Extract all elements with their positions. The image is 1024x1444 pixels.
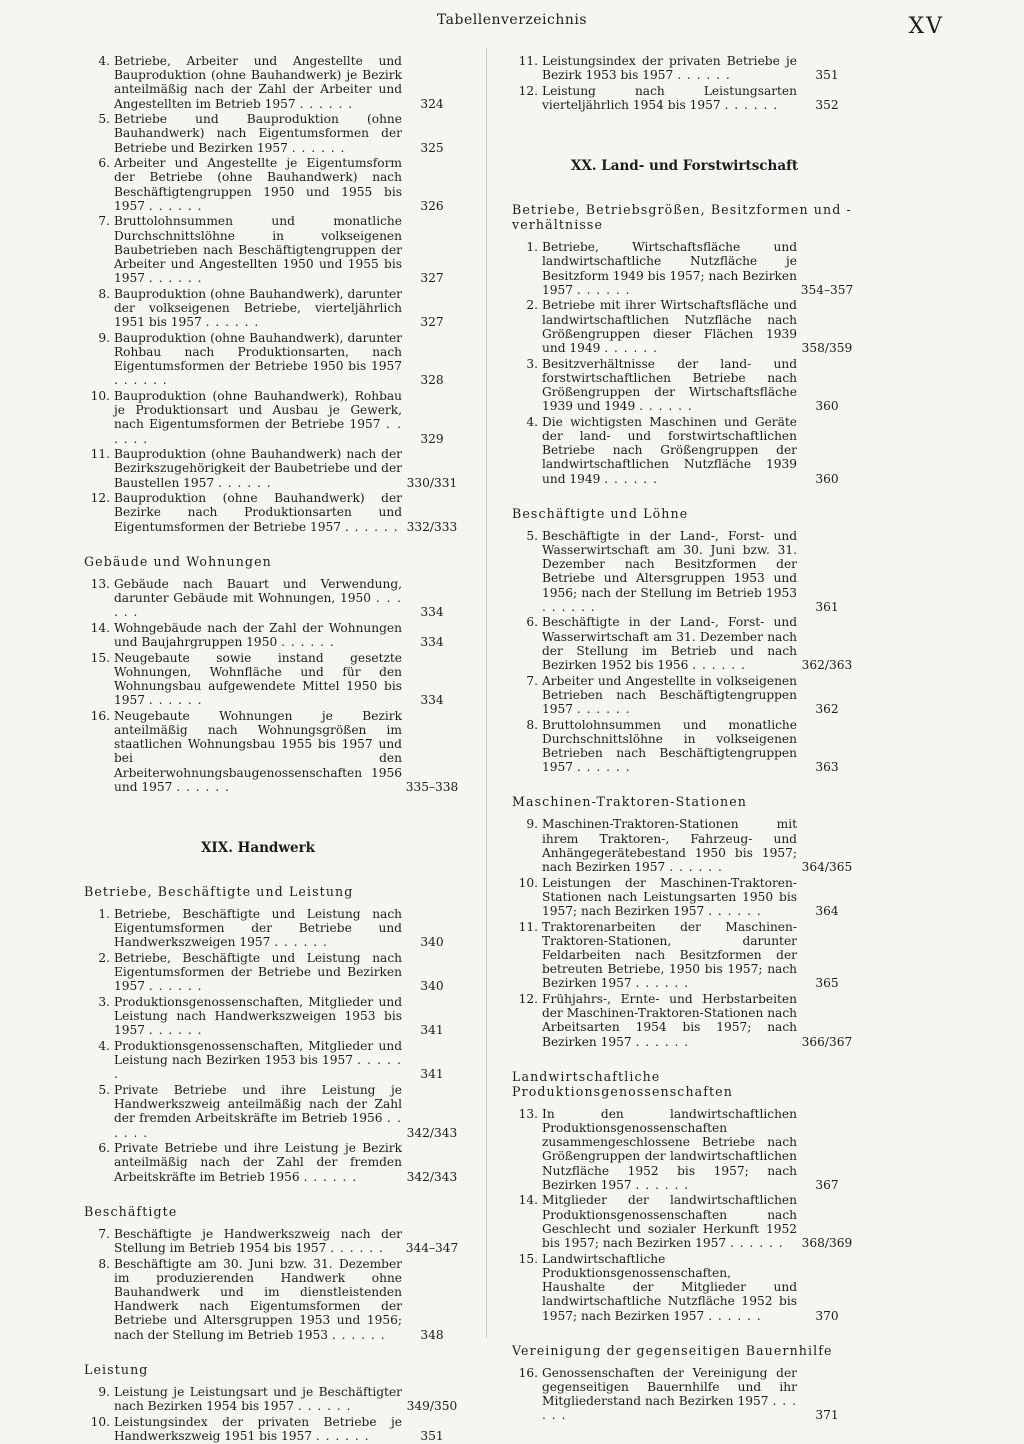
toc-entry[interactable] [512, 54, 857, 82]
entry-title: Landwirtschaftliche Produktionsgenossenschaften, Haushalte der Mitglieder und landwirtschaftliche Nutzfläche 1952 bis 1957; nach Bezirken 1957 . . . . . . [542, 1251, 797, 1323]
toc-entry[interactable] [512, 1107, 857, 1192]
toc-entry[interactable] [84, 995, 462, 1038]
entry-page: 352 [815, 98, 839, 112]
entry-title: Betriebe, Arbeiter und Angestellte und Bauproduktion (ohne Bauhandwerk) je Bezirk anteilmäßig nach der Zahl der Arbeiter und Angestellten im Betrieb 1957 . . . . . . [114, 54, 402, 111]
toc-entry[interactable] [84, 214, 462, 285]
entry-number: 9. [98, 330, 110, 345]
toc-entry[interactable] [512, 718, 857, 775]
entry-number: 13. [90, 576, 110, 591]
toc-entry[interactable] [512, 615, 857, 672]
toc-entry[interactable] [84, 1257, 462, 1342]
entry-number: 12. [90, 491, 110, 506]
entry-page: 365 [815, 976, 839, 991]
entry-title: Betriebe, Beschäftigte und Leistung nach Eigentumsformen der Betriebe und Handwerkszweigen 1957 . . . . . . [114, 907, 402, 950]
entry-page: 360 [815, 399, 839, 414]
leader-dots: . . . . . . [576, 702, 631, 717]
toc-entry-list [512, 240, 857, 486]
entry-number: 8. [98, 1256, 110, 1271]
leader-dots: . . . . . . [635, 976, 690, 991]
entry-number: 2. [98, 951, 110, 966]
entry-page: 326 [420, 198, 444, 213]
toc-entry-list [512, 529, 857, 775]
entry-number: 6. [526, 615, 538, 630]
entry-number: 11. [518, 54, 538, 68]
toc-entry[interactable] [512, 1252, 857, 1323]
entry-title: Bauproduktion (ohne Bauhandwerk), Rohbau je Produktionsart und Ausbau je Gewerk, nach Eigentumsformen der Betriebe 1957 . . . . . . [114, 389, 402, 446]
entry-page: 341 [420, 1023, 444, 1038]
entry-page: 358/359 [801, 341, 853, 356]
leader-dots: . . . . . . [315, 1428, 370, 1443]
entry-page: 342/343 [406, 1169, 458, 1184]
leader-dots: . . . . . . [281, 635, 335, 650]
toc-entry[interactable] [84, 156, 462, 213]
entry-page: 332/333 [406, 519, 458, 534]
entry-page: 364 [815, 904, 839, 919]
entry-title: Produktionsgenossenschaften, Mitglieder und Leistung nach Bezirken 1953 bis 1957 . . . . . . [114, 1039, 403, 1082]
toc-entry[interactable] [84, 1385, 462, 1413]
entry-page: 348 [420, 1327, 444, 1342]
toc-entry-list [84, 1385, 462, 1443]
entry-number: 3. [98, 995, 110, 1010]
subsection-heading: Betriebe, Betriebsgrößen, Besitzformen und -verhältnisse [512, 202, 852, 233]
entry-page: 344–347 [405, 1241, 459, 1256]
entry-page: 327 [420, 271, 444, 286]
entry-title: Produktionsgenossenschaften, Mitglieder und Leistung nach Handwerkszweigen 1953 bis 1957 . . . . . . [114, 995, 402, 1038]
leader-dots: . . . . . . [730, 1236, 784, 1251]
subsection-heading: Landwirtschaftliche Produktionsgenossenschaften [512, 1068, 733, 1099]
toc-entry-list [512, 1366, 857, 1423]
entry-number: 16. [90, 708, 110, 723]
subsection-heading: Beschäftigte und Löhne [512, 505, 689, 521]
subsection-heading: Beschäftigte [84, 1203, 178, 1219]
entry-number: 14. [518, 1193, 538, 1208]
entry-page: 334 [420, 635, 444, 650]
toc-entry[interactable] [512, 920, 857, 991]
entry-page: 371 [815, 1408, 839, 1423]
running-head: Tabellenverzeichnis [436, 12, 588, 28]
toc-entry[interactable] [512, 674, 857, 717]
entry-page: 330/331 [406, 475, 458, 490]
entry-title: Leistungen der Maschinen-Traktoren-Stationen nach Leistungsarten 1950 bis 1957; nach Bezirken 1957 . . . . . . [542, 875, 797, 919]
entry-page: 368/369 [801, 1236, 853, 1251]
leader-dots: . . . . . . [218, 475, 272, 490]
entry-page: 364/365 [801, 860, 853, 875]
entry-number: 11. [518, 919, 538, 934]
leader-dots: . . . . . . [148, 271, 203, 286]
entry-title: Bruttolohnsummen und monatliche Durchschnittslöhne in volkseigenen Betrieben nach Beschäftigtengruppen 1957 . . . . . . [542, 717, 797, 775]
toc-entry-list [512, 54, 857, 112]
toc-entry[interactable] [84, 1083, 462, 1140]
leader-dots: . . . . . . [274, 935, 328, 950]
toc-entry[interactable] [84, 651, 462, 708]
toc-entry[interactable] [84, 709, 462, 794]
toc-entry-list [84, 1227, 462, 1342]
leader-dots: . . . . . . [708, 1308, 762, 1323]
toc-entry[interactable] [84, 1227, 462, 1255]
entry-page: 334 [420, 693, 444, 708]
leader-dots: . . . . . . [677, 68, 731, 83]
subsection-heading: Betriebe, Beschäftigte und Leistung [84, 884, 354, 900]
entry-number: 5. [98, 112, 110, 127]
subsection-heading: Leistung [84, 1361, 149, 1377]
entry-title: Private Betriebe und ihre Leistung je Handwerkszweig anteilmäßig nach der Zahl der fremden Arbeitskräfte im Betrieb 1956 . . . . . . [114, 1083, 402, 1140]
entry-number: 15. [90, 650, 110, 665]
leader-dots: . . . . . . [576, 282, 631, 297]
toc-entry-list [512, 817, 857, 1048]
entry-number: 10. [518, 875, 538, 890]
toc-entry[interactable] [512, 992, 857, 1049]
entry-number: 12. [518, 83, 538, 98]
entry-page: 328 [420, 373, 444, 388]
leader-dots: . . . . . . [114, 1053, 403, 1082]
leader-dots: . . . . . . [148, 979, 203, 994]
entry-title: Beschäftigte je Handwerkszweig nach der Stellung im Betrieb 1954 bis 1957 . . . . . . [114, 1226, 402, 1256]
entry-page: 351 [815, 68, 839, 83]
entry-number: 9. [526, 817, 538, 832]
entry-number: 4. [526, 414, 538, 429]
toc-entry[interactable] [512, 876, 857, 919]
entry-title: Betriebe mit ihrer Wirtschaftsfläche und landwirtschaftlichen Nutzfläche nach Größengruppen dieser Flächen 1939 und 1949 . . . . . . [542, 298, 797, 356]
toc-entry[interactable] [512, 817, 857, 874]
entry-title: Gebäude nach Bauart und Verwendung, darunter Gebäude mit Wohnungen, 1950 . . . . . . [114, 576, 402, 620]
entry-number: 15. [518, 1251, 538, 1266]
toc-entry[interactable] [84, 1415, 462, 1443]
entry-title: In den landwirtschaftlichen Produktionsgenossenschaften zusammengeschlossene Betriebe nach Größengruppen der landwirtschaftlichen Nutzfläche 1952 bis 1957; nach Bezirken 1957 . . . . . . [542, 1106, 797, 1192]
entry-title: Bauproduktion (ohne Bauhandwerk) nach der Bezirkszugehörigkeit der Baubetriebe und der Baustellen 1957 . . . . . . [114, 447, 402, 490]
entry-page: 335–338 [405, 779, 459, 794]
toc-entry[interactable] [512, 1193, 857, 1250]
entry-title: Mitglieder der landwirtschaftlichen Produktionsgenossenschaften nach Geschlecht und sozialer Herkunft 1952 bis 1957; nach Bezirken 1957 . . . . . . [542, 1193, 797, 1251]
section-heading: XIX. Handwerk [200, 840, 316, 857]
toc-entry[interactable] [84, 577, 462, 620]
leader-dots: . . . . . . [724, 98, 779, 112]
entry-page: 325 [420, 140, 444, 155]
toc-entry[interactable] [512, 529, 857, 614]
entry-number: 7. [98, 1226, 110, 1241]
subsection-heading: Maschinen-Traktoren-Stationen [512, 794, 748, 810]
entry-page: 362/363 [801, 658, 853, 673]
entry-title: Neugebaute Wohnungen je Bezirk anteilmäßig nach Wohnungsgrößen im staatlichen Wohnungsbau 1955 bis 1957 und bei den Arbeiterwohnungsbaugenossenschaften 1956 und 1957 . . . . . . [114, 708, 402, 794]
entry-number: 1. [526, 240, 538, 255]
entry-page: 340 [420, 979, 444, 994]
entry-title: Beschäftigte am 30. Juni bzw. 31. Dezember im produzierenden Handwerk ohne Bauhandwerk und im dienstleistenden Handwerk nach Eigentumsformen der Betriebe und Altersgruppen 1953 und 1956; nach der Stellung im Betrieb 1953 . . . . . . [114, 1256, 402, 1342]
leader-dots: . . . . . . [148, 198, 203, 213]
entry-number: 4. [98, 1039, 110, 1054]
section-heading: XX. Land- und Forstwirtschaft [570, 158, 799, 175]
entry-page: 327 [420, 315, 444, 330]
leader-dots: . . . . . . [114, 591, 402, 620]
entry-page: 334 [420, 605, 444, 620]
leader-dots: . . . . . . [708, 904, 762, 919]
entry-number: 7. [98, 214, 110, 229]
entry-number: 8. [98, 286, 110, 301]
entry-number: 3. [526, 356, 538, 371]
toc-entry-list [84, 907, 462, 1184]
entry-number: 13. [518, 1106, 538, 1121]
subsection-heading: Vereinigung der gegenseitigen Bauernhilfe [512, 1342, 833, 1358]
entry-page: 329 [420, 431, 444, 446]
entry-number: 5. [98, 1083, 110, 1098]
toc-entry[interactable] [84, 54, 462, 111]
entry-page: 367 [815, 1177, 839, 1192]
entry-title: Leistungsindex der privaten Betriebe je Handwerkszweig 1951 bis 1957 . . . . . . [114, 1414, 402, 1443]
entry-title: Beschäftigte in der Land-, Forst- und Wasserwirtschaft am 31. Dezember nach der Stellung im Betrieb und nach Bezirken 1952 bis 1956 . . . . . . [542, 615, 797, 673]
column-divider [486, 48, 487, 1338]
entry-number: 2. [526, 298, 538, 313]
leader-dots: . . . . . . [303, 1169, 358, 1184]
leader-dots: . . . . . . [604, 341, 658, 356]
entry-title: Arbeiter und Angestellte je Eigentumsform der Betriebe (ohne Bauhandwerk) nach Beschäftigtengruppen 1950 und 1955 bis 1957 . . . . . . [114, 156, 402, 213]
entry-number: 6. [98, 156, 110, 171]
entry-page: 360 [815, 471, 839, 486]
entry-title: Bauproduktion (ohne Bauhandwerk) der Bezirke nach Produktionsarten und Eigentumsformen der Betriebe 1957 . . . . . . [114, 491, 402, 534]
leader-dots: . . . . . . [114, 417, 402, 446]
entry-number: 14. [90, 620, 110, 635]
toc-entry[interactable] [84, 621, 462, 649]
leader-dots: . . . . . . [635, 1177, 690, 1192]
entry-number: 12. [518, 992, 538, 1007]
toc-entry[interactable] [512, 240, 857, 297]
leader-dots: . . . . . . [344, 519, 399, 534]
entry-number: 9. [98, 1384, 110, 1399]
entry-title: Neugebaute sowie instand gesetzte Wohnungen, Wohnfläche und für den Wohnungsbau aufgewendete Mittel 1950 bis 1957 . . . . . . [114, 650, 402, 708]
entry-page: 361 [815, 599, 839, 614]
entry-page: 366/367 [801, 1034, 853, 1049]
entry-title: Beschäftigte in der Land-, Forst- und Wasserwirtschaft am 30. Juni bzw. 31. Dezember nach Besitzformen der Betriebe und Altersgruppen 1953 und 1956; nach der Stellung im Betrieb 1953 . . . . . . [542, 528, 797, 614]
leader-dots: . . . . . . [576, 760, 631, 775]
entry-title: Private Betriebe und ihre Leistung je Bezirk anteilmäßig nach der Zahl der fremden Arbeitskräfte im Betrieb 1956 . . . . . . [114, 1141, 402, 1184]
entry-page: 351 [420, 1428, 444, 1443]
toc-entry[interactable] [84, 389, 462, 446]
entry-number: 11. [90, 447, 110, 462]
entry-number: 5. [526, 528, 538, 543]
entry-title: Die wichtigsten Maschinen und Geräte der land- und forstwirtschaftlichen Betriebe nach Größengruppen der landwirtschaftlichen Nutzfläche 1939 und 1949 . . . . . . [542, 414, 797, 486]
entry-title: Genossenschaften der Vereinigung der gegenseitigen Bauernhilfe und ihr Mitgliederstand nach Bezirken 1957 . . . . . . [542, 1365, 797, 1423]
toc-entry[interactable] [84, 447, 462, 490]
entry-title: Betriebe, Beschäftigte und Leistung nach Eigentumsformen der Betriebe und Bezirken 1957 . . . . . . [114, 951, 402, 994]
subsection-heading: Gebäude und Wohnungen [84, 553, 272, 569]
leader-dots: . . . . . . [297, 1399, 352, 1414]
leader-dots: . . . . . . [148, 693, 203, 708]
entry-title: Leistungsindex der privaten Betriebe je Bezirk 1953 bis 1957 . . . . . . [542, 54, 797, 83]
entry-title: Leistung je Leistungsart und je Beschäftigter nach Bezirken 1954 bis 1957 . . . . . . [114, 1384, 402, 1414]
entry-page: 341 [420, 1067, 444, 1082]
page-number: XV [908, 14, 944, 39]
entry-title: Betriebe und Bauproduktion (ohne Bauhandwerk) nach Eigentumsformen der Betriebe und Bezirken 1957 . . . . . . [114, 112, 402, 155]
entry-title: Bauproduktion (ohne Bauhandwerk), darunter Rohbau nach Produktionsarten, nach Eigentumsformen der Betriebe 1950 bis 1957 . . . . . . [114, 330, 402, 388]
toc-entry-list [84, 54, 462, 534]
entry-number: 6. [98, 1141, 110, 1156]
leader-dots: . . . . . . [148, 1023, 203, 1038]
entry-title: Frühjahrs-, Ernte- und Herbstarbeiten der Maschinen-Traktoren-Stationen nach Arbeitsarten 1954 bis 1957; nach Bezirken 1957 . . . . . . [542, 992, 797, 1049]
toc-entry[interactable] [84, 1039, 462, 1082]
toc-entry[interactable] [84, 1141, 462, 1184]
leader-dots: . . . . . . [542, 599, 596, 614]
entry-number: 16. [518, 1365, 538, 1380]
entry-title: Besitzverhältnisse der land- und forstwirtschaftlichen Betriebe nach Größengruppen der Wirtschaftsfläche 1939 und 1949 . . . . . . [542, 356, 797, 414]
entry-page: 342/343 [406, 1125, 458, 1140]
toc-entry[interactable] [512, 357, 857, 414]
leader-dots: . . . . . . [331, 1327, 386, 1342]
leader-dots: . . . . . . [114, 373, 168, 388]
entry-title: Bauproduktion (ohne Bauhandwerk), darunter der volkseigenen Betriebe, vierteljährlich 1951 bis 1957 . . . . . . [114, 286, 402, 330]
leader-dots: . . . . . . [639, 399, 693, 414]
leader-dots: . . . . . . [114, 1111, 402, 1140]
toc-entry[interactable] [84, 491, 462, 534]
leader-dots: . . . . . . [542, 1394, 797, 1423]
leader-dots: . . . . . . [635, 1034, 690, 1049]
entry-title: Betriebe, Wirtschaftsfläche und landwirtschaftliche Nutzfläche je Besitzform 1949 bis 1957; nach Bezirken 1957 . . . . . . [542, 240, 797, 297]
entry-title: Wohngebäude nach der Zahl der Wohnungen und Baujahrgruppen 1950 . . . . . . [114, 620, 402, 650]
toc-entry-list [512, 1107, 857, 1323]
entry-number: 7. [526, 673, 538, 688]
entry-page: 340 [420, 935, 444, 950]
toc-entry[interactable] [84, 112, 462, 155]
toc-entry[interactable] [84, 331, 462, 388]
entry-number: 10. [90, 389, 110, 404]
toc-entry[interactable] [512, 415, 857, 486]
leader-dots: . . . . . . [330, 1241, 384, 1256]
entry-title: Maschinen-Traktoren-Stationen mit ihrem Traktoren-, Fahrzeug- und Anhängegerätebestand 1950 bis 1957; nach Bezirken 1957 . . . . . . [542, 817, 797, 875]
right-column [512, 54, 857, 1424]
leader-dots: . . . . . . [692, 658, 746, 673]
entry-page: 363 [815, 760, 839, 775]
entry-title: Arbeiter und Angestellte in volkseigenen Betrieben nach Beschäftigtengruppen 1957 . . . . . . [542, 673, 797, 717]
leader-dots: . . . . . . [176, 779, 230, 794]
entry-page: 324 [420, 96, 444, 111]
left-column [84, 54, 462, 1444]
leader-dots: . . . . . . [604, 471, 658, 486]
entry-page: 362 [815, 702, 839, 717]
leader-dots: . . . . . . [299, 96, 354, 111]
entry-title: Bruttolohnsummen und monatliche Durchschnittslöhne in volkseigenen Baubetrieben nach Beschäftigtengruppen der Arbeiter und Angestellten 1950 und 1955 bis 1957 . . . . . . [114, 214, 402, 286]
toc-entry[interactable] [84, 907, 462, 950]
entry-number: 8. [526, 717, 538, 732]
toc-entry[interactable] [512, 298, 857, 355]
toc-entry-list [84, 577, 462, 794]
entry-title: Leistung nach Leistungsarten vierteljährlich 1954 bis 1957 . . . . . . [542, 83, 797, 112]
entry-number: 4. [98, 54, 110, 68]
entry-page: 370 [815, 1308, 839, 1323]
toc-entry[interactable] [84, 287, 462, 330]
entry-number: 10. [90, 1414, 110, 1429]
toc-entry[interactable] [512, 84, 857, 112]
toc-entry[interactable] [84, 951, 462, 994]
leader-dots: . . . . . . [291, 140, 346, 155]
entry-number: 1. [98, 907, 110, 922]
leader-dots: . . . . . . [205, 315, 260, 330]
entry-page: 349/350 [406, 1399, 458, 1414]
leader-dots: . . . . . . [669, 860, 723, 875]
entry-title: Traktorenarbeiten der Maschinen-Traktoren-Stationen, darunter Feldarbeiten nach Besitzformen der betreuten Betriebe, 1950 bis 1957; nach Bezirken 1957 . . . . . . [542, 919, 797, 991]
toc-entry[interactable] [512, 1366, 857, 1423]
entry-page: 354–357 [800, 282, 854, 297]
